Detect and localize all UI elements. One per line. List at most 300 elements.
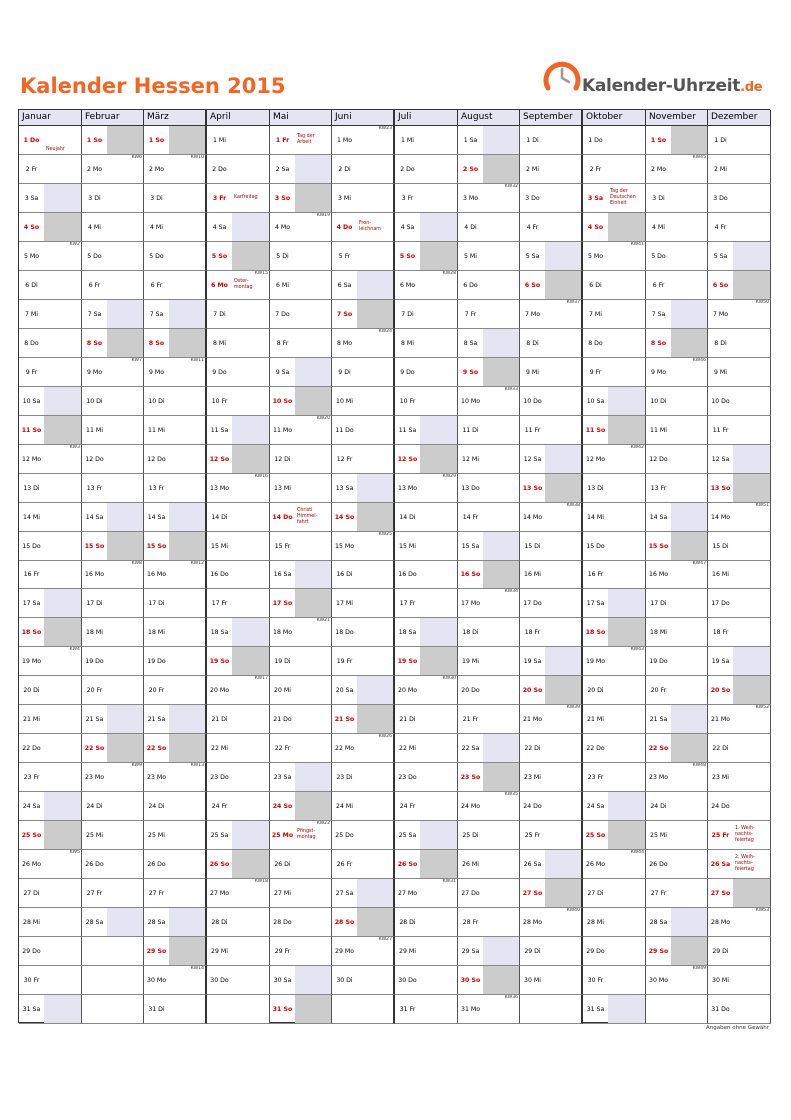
note-area <box>44 155 81 183</box>
day-label: 30 Do <box>210 976 229 984</box>
day-label: 22 Di <box>712 744 729 752</box>
note-area <box>44 445 81 473</box>
day-cell <box>270 647 332 676</box>
note-area <box>357 705 393 733</box>
note-area <box>483 213 519 241</box>
day-label: 4 Mi <box>150 223 163 231</box>
day-label: 25 Di <box>462 831 479 839</box>
note-area <box>671 532 707 560</box>
note-area <box>733 416 770 444</box>
note-area <box>107 474 143 502</box>
day-cell <box>583 242 646 271</box>
day-cell <box>583 561 646 589</box>
day-cell <box>207 589 270 618</box>
note-area <box>107 792 143 820</box>
day-label: 8 So <box>148 339 165 347</box>
day-cell <box>19 908 82 937</box>
note-area <box>483 329 519 357</box>
week-number: KW37 <box>566 300 580 305</box>
day-cell <box>82 821 144 850</box>
note-area <box>295 271 331 299</box>
day-cell <box>270 908 332 937</box>
day-cell <box>708 937 771 966</box>
day-label: 6 Sa <box>337 281 352 289</box>
day-label: 22 So <box>648 744 669 752</box>
week-number: KW6 <box>131 155 142 160</box>
note-area <box>295 503 331 531</box>
day-cell <box>270 676 332 705</box>
day-cell <box>19 763 82 792</box>
day-cell <box>520 358 583 387</box>
day-cell <box>395 561 458 589</box>
note-area <box>107 647 143 675</box>
day-label: 29 So <box>648 947 669 955</box>
day-label: 29 Sa <box>461 947 480 955</box>
day-label: 15 Di <box>524 542 541 550</box>
day-cell <box>520 937 583 966</box>
day-cell <box>144 995 207 1024</box>
day-cell <box>583 387 646 416</box>
day-label: 25 So <box>21 831 42 839</box>
note-area <box>671 618 707 646</box>
day-label: 23 Sa <box>273 773 292 781</box>
day-cell <box>19 879 82 908</box>
note-area <box>357 734 393 762</box>
day-label: 17 Mo <box>461 599 480 607</box>
day-label: 1 So <box>650 136 667 144</box>
note-area <box>420 647 457 675</box>
day-cell <box>82 445 144 474</box>
day-cell <box>332 126 395 155</box>
day-cell <box>520 184 583 213</box>
day-label: 26 Do <box>649 860 668 868</box>
note-area <box>107 734 143 762</box>
day-cell <box>646 937 708 966</box>
day-label: 21 Fr <box>462 715 479 723</box>
week-number: KW20 <box>316 416 330 421</box>
day-label: 7 Di <box>213 310 226 318</box>
day-cell <box>82 763 144 792</box>
day-label: 25 Mo <box>271 831 294 839</box>
note-area <box>545 503 581 531</box>
day-label: 3 Mi <box>338 194 351 202</box>
note-area <box>44 503 81 531</box>
day-cell <box>395 387 458 416</box>
note-area <box>357 937 393 965</box>
note-area <box>545 445 581 473</box>
day-label: 17 Sa <box>22 599 41 607</box>
day-cell <box>144 821 207 850</box>
day-label: 14 Do <box>272 513 293 521</box>
note-area <box>483 792 519 820</box>
note-area <box>169 271 205 299</box>
day-label: 25 Mi <box>650 831 667 839</box>
note-area <box>44 705 81 733</box>
day-cell <box>82 155 144 184</box>
day-cell <box>583 966 646 995</box>
day-cell <box>144 155 207 184</box>
note-area <box>483 821 519 849</box>
day-cell <box>144 966 207 995</box>
logo[interactable] <box>540 56 763 100</box>
note-area <box>733 503 770 531</box>
day-cell <box>646 734 708 763</box>
day-cell <box>646 329 708 358</box>
note-area <box>671 155 707 183</box>
note-area <box>169 300 205 328</box>
note-area <box>295 966 331 994</box>
day-label: 28 Mo <box>523 918 542 926</box>
day-label: 30 Fr <box>23 976 40 984</box>
note-area <box>169 126 205 154</box>
note-area <box>232 879 269 907</box>
day-cell <box>82 184 144 213</box>
note-area <box>420 329 457 357</box>
day-cell <box>520 271 583 300</box>
day-cell <box>82 329 144 358</box>
day-cell <box>646 966 708 995</box>
clock-logo-icon <box>542 58 582 98</box>
day-cell <box>332 966 395 995</box>
week-number: KW4 <box>69 647 80 652</box>
day-cell <box>19 126 82 155</box>
day-label: 3 Sa <box>587 194 604 202</box>
note-area <box>608 937 645 965</box>
note-area <box>357 561 393 588</box>
day-label: 9 Mo <box>86 368 103 376</box>
holiday-label: Pfingst- montag <box>297 829 316 840</box>
day-cell <box>520 387 583 416</box>
note-area <box>295 879 331 907</box>
day-cell <box>82 589 144 618</box>
note-area <box>295 126 331 154</box>
day-cell <box>520 213 583 242</box>
day-cell <box>332 445 395 474</box>
day-label: 25 Mi <box>86 831 103 839</box>
note-area <box>545 821 581 849</box>
day-cell <box>270 792 332 821</box>
note-area <box>483 155 519 183</box>
note-area <box>295 445 331 473</box>
week-number: KW19 <box>316 213 330 218</box>
note-area <box>671 850 707 878</box>
note-area <box>295 792 331 820</box>
day-label: 15 So <box>648 542 669 550</box>
day-cell <box>646 445 708 474</box>
day-label: 21 So <box>334 715 355 723</box>
day-label: 5 Di <box>276 252 289 260</box>
note-area <box>232 561 269 588</box>
day-cell <box>19 850 82 879</box>
note-area <box>44 647 81 675</box>
note-area <box>169 966 205 994</box>
day-cell <box>520 329 583 358</box>
day-cell <box>207 503 270 532</box>
week-number: KW42 <box>630 445 644 450</box>
note-area <box>545 155 581 183</box>
day-cell <box>82 387 144 416</box>
day-label: 1 Di <box>526 136 539 144</box>
day-cell <box>395 445 458 474</box>
day-cell <box>520 676 583 705</box>
day-label: 11 So <box>21 426 42 434</box>
note-area <box>608 242 645 270</box>
day-label: 28 Mi <box>587 918 604 926</box>
day-label: 4 Sa <box>212 223 227 231</box>
day-cell <box>144 126 207 155</box>
note-area <box>107 618 143 646</box>
day-label: 14 Mi <box>587 513 604 521</box>
day-cell <box>332 937 395 966</box>
day-label: 28 Mi <box>23 918 40 926</box>
note-area <box>671 126 707 154</box>
day-cell <box>144 734 207 763</box>
day-label: 24 Mi <box>336 802 353 810</box>
day-label: 6 Di <box>589 281 602 289</box>
day-label: 16 Mo <box>649 571 668 578</box>
day-cell <box>207 213 270 242</box>
day-label: 4 Sa <box>400 223 415 231</box>
day-label: 28 Di <box>211 918 228 926</box>
note-area <box>483 618 519 646</box>
day-cell <box>583 792 646 821</box>
note-area <box>483 763 519 791</box>
day-cell <box>270 937 332 966</box>
day-label: 24 Di <box>650 802 667 810</box>
note-area <box>357 474 393 502</box>
day-label: 27 Mi <box>274 889 291 897</box>
day-cell <box>144 676 207 705</box>
day-cell <box>583 358 646 387</box>
day-cell <box>19 618 82 647</box>
week-number: KW24 <box>378 329 392 334</box>
day-cell <box>583 995 646 1024</box>
week-number: KW15 <box>254 271 268 276</box>
day-label: 21 Di <box>211 715 228 723</box>
day-cell <box>82 126 144 155</box>
day-label: 15 Do <box>22 542 41 550</box>
day-label: 2 Fr <box>25 165 38 173</box>
day-cell <box>646 271 708 300</box>
week-number: KW5 <box>69 850 80 855</box>
day-label: 20 Mo <box>210 686 229 694</box>
note-area <box>295 561 331 588</box>
day-cell <box>144 589 207 618</box>
day-label: 16 Di <box>336 571 353 578</box>
day-cell <box>207 937 270 966</box>
day-label: 4 Fr <box>714 223 727 231</box>
note-area <box>295 850 331 878</box>
note-area <box>232 126 269 154</box>
note-area <box>357 300 393 328</box>
note-area <box>608 126 645 154</box>
day-label: 24 Mo <box>461 802 480 810</box>
day-label: 6 Fr <box>652 281 665 289</box>
note-area <box>44 937 81 965</box>
note-area <box>295 821 331 849</box>
note-area <box>357 503 393 531</box>
week-number: KW18 <box>254 879 268 884</box>
note-area <box>107 329 143 357</box>
day-cell <box>520 821 583 850</box>
day-label: 8 Mo <box>336 339 353 347</box>
note-area <box>107 184 143 212</box>
day-cell <box>82 908 144 937</box>
day-label: 8 Sa <box>463 339 478 347</box>
day-cell <box>82 676 144 705</box>
note-area <box>483 387 519 415</box>
day-cell <box>708 184 771 213</box>
day-label: 5 Mo <box>587 252 604 260</box>
note-area <box>295 589 331 617</box>
day-cell <box>332 242 395 271</box>
note-area <box>420 532 457 560</box>
note-area <box>545 966 581 994</box>
note-area <box>483 647 519 675</box>
day-cell <box>458 445 520 474</box>
day-label: 10 Do <box>523 397 542 405</box>
week-number: KW13 <box>190 763 204 768</box>
day-label: 13 Mi <box>274 484 291 492</box>
day-cell <box>583 213 646 242</box>
day-label: 3 So <box>274 194 291 202</box>
note-area <box>483 126 519 154</box>
empty-cell <box>82 937 144 966</box>
day-label: 9 Fr <box>589 368 602 376</box>
note-area <box>671 474 707 502</box>
note-area <box>107 763 143 791</box>
day-cell <box>583 416 646 445</box>
day-cell <box>207 184 270 213</box>
note-area <box>169 705 205 733</box>
day-cell <box>207 271 270 300</box>
note-area <box>671 734 707 762</box>
day-label: 21 Sa <box>649 715 668 723</box>
note-area <box>420 734 457 762</box>
day-label: 26 Do <box>85 860 104 868</box>
day-cell <box>332 329 395 358</box>
day-cell <box>207 358 270 387</box>
day-cell <box>332 213 395 242</box>
day-label: 10 Fr <box>399 397 416 405</box>
note-area <box>232 445 269 473</box>
note-area <box>295 358 331 386</box>
day-label: 23 Mo <box>85 773 104 781</box>
day-label: 26 Mo <box>22 860 41 868</box>
day-cell <box>583 532 646 561</box>
day-label: 25 Sa <box>210 831 229 839</box>
day-cell <box>207 705 270 734</box>
note-area <box>483 908 519 936</box>
day-label: 5 So <box>211 252 228 260</box>
day-label: 24 Di <box>148 802 165 810</box>
day-label: 12 Mo <box>586 455 605 463</box>
note-area <box>483 532 519 560</box>
note-area <box>107 242 143 270</box>
day-cell <box>458 647 520 676</box>
note-area <box>608 532 645 560</box>
day-label: 8 So <box>86 339 103 347</box>
day-cell <box>646 676 708 705</box>
day-cell <box>332 155 395 184</box>
note-area <box>483 474 519 502</box>
day-cell <box>19 474 82 503</box>
note-area <box>420 705 457 733</box>
note-area <box>357 792 393 820</box>
day-label: 9 So <box>462 368 479 376</box>
day-label: 17 So <box>272 599 293 607</box>
week-number: KW52 <box>755 705 769 710</box>
day-label: 24 Fr <box>399 802 416 810</box>
day-label: 23 Di <box>336 773 353 781</box>
note-area <box>357 850 393 878</box>
day-label: 11 Do <box>335 426 354 434</box>
week-number: KW35 <box>504 792 518 797</box>
day-label: 20 Do <box>461 686 480 694</box>
day-cell <box>458 271 520 300</box>
day-cell <box>646 705 708 734</box>
day-cell <box>144 242 207 271</box>
day-cell <box>207 242 270 271</box>
day-cell <box>144 792 207 821</box>
day-label: 5 Mi <box>464 252 477 260</box>
day-label: 4 Mi <box>88 223 101 231</box>
day-cell <box>708 387 771 416</box>
note-area <box>357 358 393 386</box>
day-cell <box>708 647 771 676</box>
note-area <box>295 995 331 1023</box>
day-label: 4 So <box>587 223 604 231</box>
day-label: 3 Do <box>525 194 540 202</box>
day-cell <box>583 474 646 503</box>
note-area <box>545 937 581 965</box>
day-cell <box>19 792 82 821</box>
day-cell <box>207 126 270 155</box>
day-label: 13 Fr <box>148 484 165 492</box>
day-label: 14 Fr <box>462 513 479 521</box>
note-area <box>44 126 81 154</box>
day-label: 21 Do <box>273 715 292 723</box>
note-area <box>107 532 143 560</box>
day-label: 1 Mi <box>401 136 414 144</box>
note-area <box>44 474 81 502</box>
day-label: 11 Mi <box>148 426 165 434</box>
day-label: 31 Do <box>711 1005 730 1013</box>
day-cell <box>270 821 332 850</box>
day-label: 25 Fr <box>711 831 730 839</box>
day-label: 19 Di <box>274 657 291 665</box>
day-label: 7 Mo <box>524 310 541 318</box>
day-cell <box>708 763 771 792</box>
day-label: 11 Sa <box>210 426 229 434</box>
day-label: 8 Do <box>24 339 39 347</box>
day-label: 2 Fr <box>589 165 602 173</box>
day-label: 29 Di <box>712 947 729 955</box>
day-cell <box>395 358 458 387</box>
day-cell <box>82 532 144 561</box>
week-number: KW16 <box>254 474 268 479</box>
note-area <box>169 532 205 560</box>
day-cell <box>395 271 458 300</box>
note-area <box>107 416 143 444</box>
day-cell <box>19 445 82 474</box>
day-cell <box>458 966 520 995</box>
note-area <box>44 676 81 704</box>
note-area <box>420 589 457 617</box>
note-area <box>295 676 331 704</box>
day-label: 12 Mo <box>22 455 41 463</box>
day-label: 26 Sa <box>523 860 542 868</box>
